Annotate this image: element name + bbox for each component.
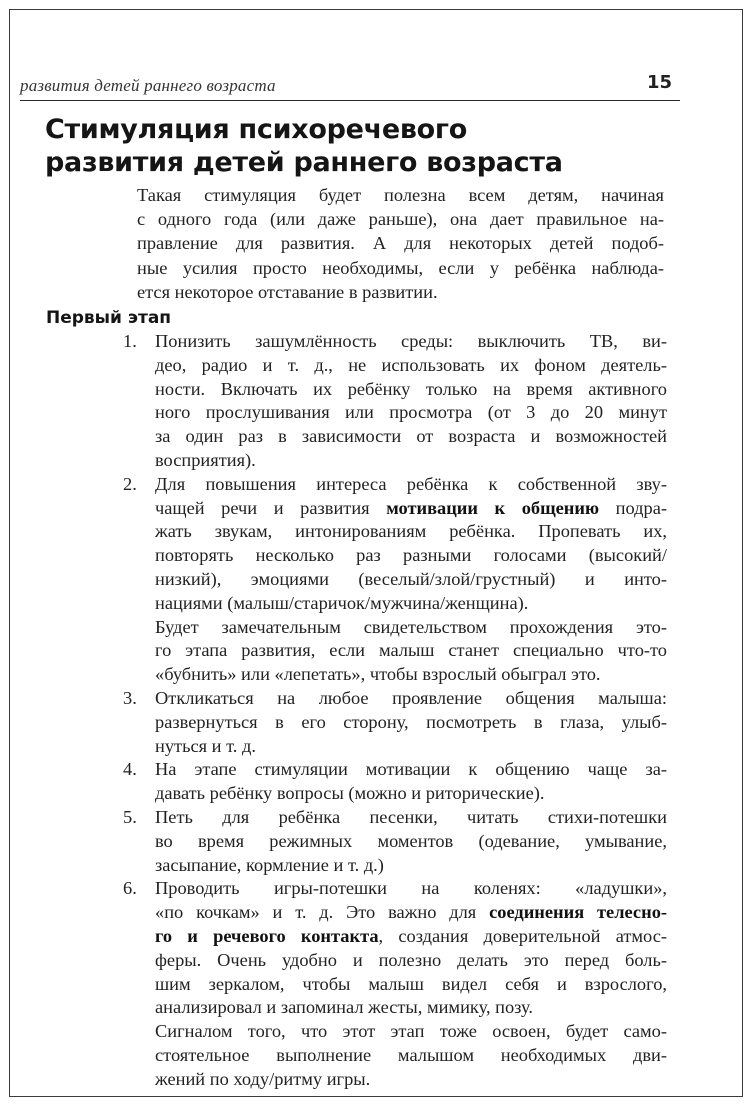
item-number: 1. — [123, 331, 137, 351]
page-title — [45, 113, 685, 179]
item-line: ности. Включать их ребёнку только на время активного — [155, 378, 667, 399]
bold-phrase: соединения телесно- — [489, 902, 668, 923]
list-item — [119, 877, 667, 1091]
item-text: , создания доверительной атмос- — [378, 925, 667, 946]
item-line — [155, 901, 667, 925]
item-number: 5. — [123, 806, 137, 827]
item-line: део, радио и т. д., не использовать их фоном деятель- — [155, 354, 667, 375]
item-line: го этапа развития, если малыш станет специально что-то — [155, 640, 667, 661]
running-title: развития детей раннего возраста — [20, 76, 276, 95]
item-line: анализировал и запоминал жесты, мимику, позу. — [155, 997, 534, 1018]
item-line: Понизить зашумлённость среды: выключить ТВ, ви- — [155, 331, 667, 351]
item-number: 3. — [123, 687, 137, 708]
steps-list — [119, 330, 667, 1092]
item-line: феры. Очень удобно и полезно делать это перед боль- — [155, 949, 667, 970]
page-number: 15 — [646, 72, 672, 93]
item-line: стоятельное выполнение малышом необходимых дви- — [155, 1044, 667, 1065]
item-line: ного прослушивания или просмотра (от 3 до 20 минут — [155, 402, 667, 423]
bold-phrase: го и речевого контакта — [155, 925, 379, 946]
item-line: развернуться в его сторону, посмотреть в глаза, улыб- — [155, 711, 667, 732]
item-line: Проводить игры-потешки на коленях: «ладушки», — [155, 878, 667, 899]
item-line: восприятия). — [155, 449, 256, 470]
bold-phrase: мотивации к общению — [386, 497, 600, 518]
intro-paragraph — [137, 183, 664, 304]
item-line: низкий), эмоциями (веселый/злой/грустный) и инто- — [155, 568, 667, 589]
section-heading: Первый этап — [46, 308, 172, 328]
title-line-2: развития детей раннего возраста — [45, 147, 563, 178]
item-line: во время режимных моментов (одевание, умывание, — [155, 830, 667, 851]
item-line — [155, 497, 667, 521]
list-item — [119, 330, 667, 473]
item-line: жений по ходу/ритму игры. — [155, 1068, 371, 1089]
item-line: повторять несколько раз разными голосами (высокий/ — [155, 545, 667, 566]
item-line: Петь для ребёнка песенки, читать стихи-потешки — [155, 806, 667, 827]
list-item — [119, 806, 667, 877]
item-line — [155, 925, 667, 949]
intro-line: правление для развития. А для некоторых детей подоб- — [137, 233, 664, 254]
item-line: Для повышения интереса ребёнка к собственной зву- — [155, 473, 667, 494]
intro-line: Такая стимуляция будет полезна всем детям, начиная — [137, 185, 664, 205]
item-number: 6. — [123, 878, 137, 899]
intro-line: ные усилия просто необходимы, если у ребёнка наблюда- — [137, 257, 664, 278]
intro-line: ется некоторое отставание в развитии. — [137, 281, 438, 302]
item-line: «бубнить» или «лепетать», чтобы взрослый обыграл это. — [155, 664, 601, 685]
item-line: Будет замечательным свидетельством прохождения это- — [155, 616, 667, 637]
item-line: жать звукам, интонированиям ребёнка. Пропевать их, — [155, 521, 667, 542]
running-header — [20, 72, 680, 101]
item-line: нуться и т. д. — [155, 735, 256, 756]
item-number: 2. — [123, 473, 137, 494]
item-line: Откликаться на любое проявление общения малыша: — [155, 687, 667, 708]
list-item — [119, 687, 667, 758]
item-line: нациями (малыш/старичок/мужчина/женщина). — [155, 592, 529, 613]
list-item — [119, 758, 667, 806]
item-text: подра- — [599, 497, 667, 518]
item-text: чащей речи и развития — [155, 497, 387, 518]
item-line: давать ребёнку вопросы (можно и риторические). — [155, 783, 545, 804]
item-line: шим зеркалом, чтобы малыш видел себя и взрослого, — [155, 973, 667, 994]
item-line: засыпание, кормление и т. д.) — [155, 854, 384, 875]
intro-line: с одного года (или даже раньше), она дает правильное на- — [137, 209, 664, 230]
item-text: «по кочкам» и т. д. Это важно для — [155, 902, 490, 923]
item-line: за один раз в зависимости от возраста и возможностей — [155, 426, 667, 447]
title-line-1: Стимуляция психоречевого — [45, 114, 467, 145]
list-item — [119, 473, 667, 687]
item-line: На этапе стимуляции мотивации к общению чаще за- — [155, 759, 667, 780]
item-line: Сигналом того, что этот этап тоже освоен, будет само- — [155, 1021, 667, 1042]
item-number: 4. — [123, 759, 137, 780]
